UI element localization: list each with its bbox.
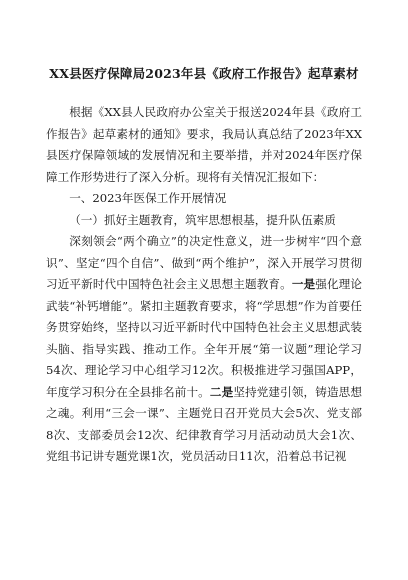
body-text-part-3: 坚持党建引领，铸造思想之魂。利用“三会一课”、主题党日召开党员大会5次、党支部8次、支部委员会12次、纪律教育学习月活动动员大会1次、党组书记讲专题党课1次，党员活动日11次，沿着总书记视 xyxy=(46,384,362,463)
section-heading: 一、2023年医保工作开展情况 xyxy=(69,191,227,205)
emphasis-second: 二是 xyxy=(209,384,234,399)
body-paragraph xyxy=(46,231,362,468)
intro-paragraph: 根据《XX县人民政府办公室关于报送2024年县《政府工作报告》起草素材的通知》要求，我局认真总结了2023年XX县医疗保障领域的发展情况和主要举措，并对2024年医疗保障工作形势进行了深入分析。现将有关情况汇报如下： xyxy=(46,105,362,184)
subsection-heading: （一）抓好主题教育，筑牢思想根基，提升队伍素质 xyxy=(69,212,336,227)
document-title: XX县医疗保障局2023年县《政府工作报告》起草素材 xyxy=(49,66,359,81)
emphasis-first: 一是 xyxy=(291,277,316,291)
body-text-part-1: 深刻领会“两个确立”的决定性意义，进一步树牢“四个意识”、坚定“四个自信”、做到“两个维护”，深入开展学习贯彻习近平新时代中国特色社会主义思想主题教育。 xyxy=(46,234,362,291)
body-text-part-2: 强化理论武装“补钙增能”。紧扣主题教育要求，将“学思想”作为首要任务贯穿始终，坚持以习近平新时代中国特色社会主义思想武装头脑、指导实践、推动工作。全年开展“第一议题”理论学习54次、理论学习中心组学习12次。积极推进学习强国APP，年度学习积分在全县排名前十。 xyxy=(46,277,362,399)
